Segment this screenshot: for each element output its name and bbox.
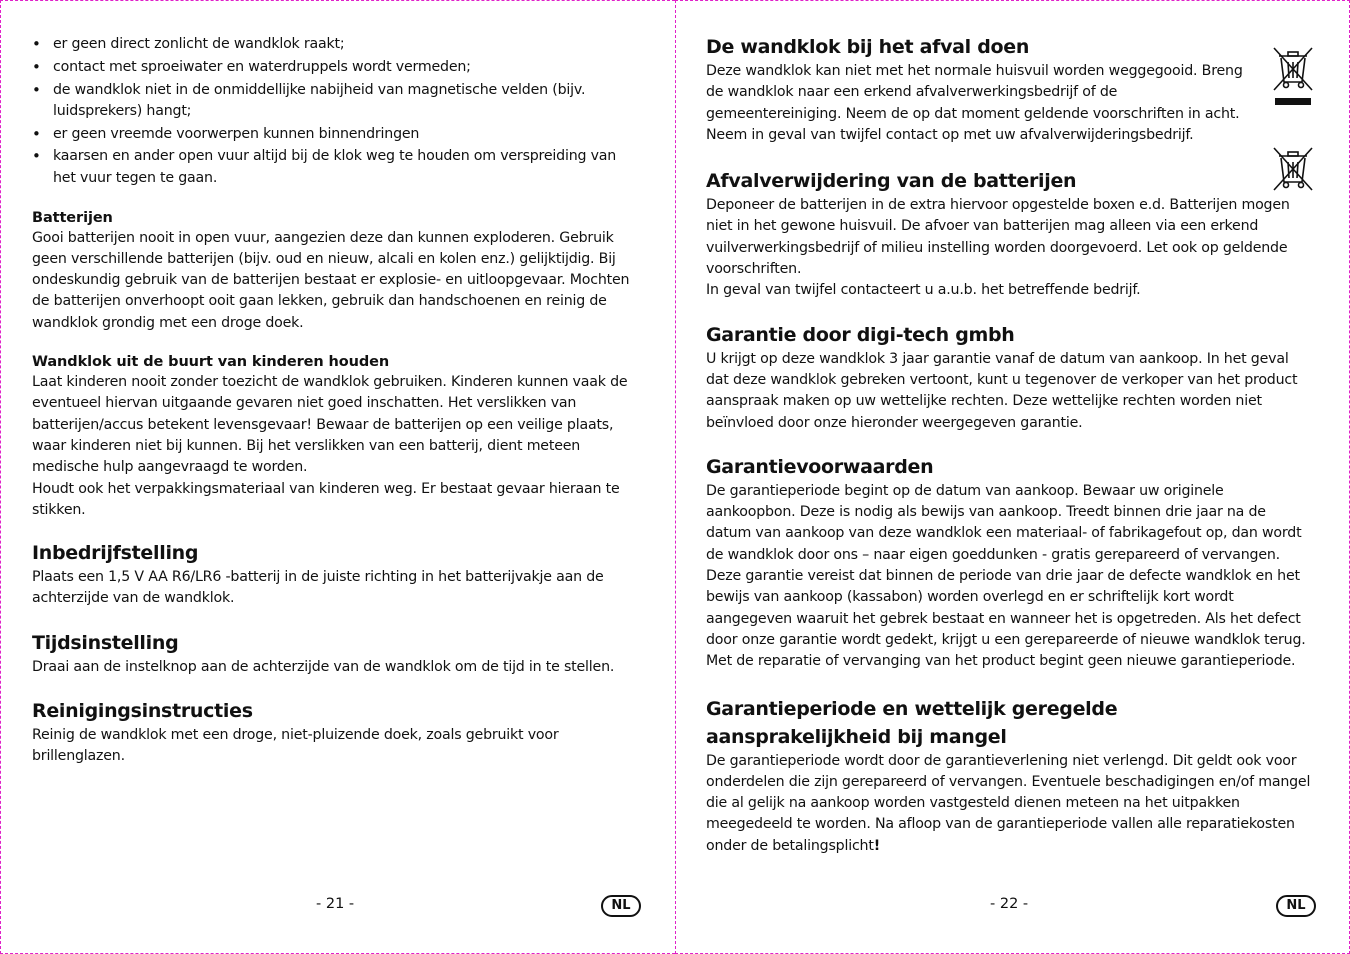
- garantievoorwaarden-heading: Garantievoorwaarden: [706, 455, 934, 478]
- afval-text: Deze wandklok kan niet met het normale huisvuil worden weggegooid. Breng de wandklok naar een erkend afvalverwerkingsbedrijf of de gemeentereiniging. Neem de op dat moment geldende voorschriften in acht.: [706, 63, 1243, 122]
- list-item: • contact met sproeiwater en waterdruppels wordt vermeden;: [32, 57, 642, 78]
- crossed-bin-icon: [1271, 46, 1315, 110]
- reinigingsinstructies-text: Reinig de wandklok met een droge, niet-pluizende doek, zoals gebruikt voor brillenglazen.: [32, 727, 559, 765]
- garantie-text: U krijgt op deze wandklok 3 jaar garantie vanaf de datum van aankoop. In het geval dat deze wandklok gebreken vertoont, kunt u tegenover de verkoper van het product aanspraak maken op uw wettelijke rechten. Deze wettelijke rechten worden niet beïnvloed door onze hieronder weergegeven garantie.: [706, 350, 1298, 431]
- exclamation-mark: !: [873, 837, 880, 854]
- kinderen-heading: Wandklok uit de buurt van kinderen houden: [32, 354, 390, 371]
- language-badge-right: NL: [1276, 895, 1316, 917]
- list-item: • er geen direct zonlicht de wandklok raakt;: [32, 34, 642, 55]
- kinderen-text-2: Houdt ook het verpakkingsmateriaal van kinderen weg. Er bestaat gevaar hieraan te stikken.: [32, 480, 620, 518]
- batterij-afval-text-2: In geval van twijfel contacteert u a.u.b. het betreffende bedrijf.: [706, 282, 1141, 299]
- afval-heading: De wandklok bij het afval doen: [706, 36, 1030, 58]
- tijdsinstelling-text: Draai aan de instelknop aan de achterzijde van de wandklok om de tijd in te stellen.: [32, 658, 615, 675]
- page-number-right: - 22 -: [990, 896, 1029, 912]
- language-badge-left: NL: [601, 895, 641, 917]
- inbedrijfstelling-text: Plaats een 1,5 V AA R6/LR6 -batterij in de juiste richting in het batterijvakje aan de achterzijde van de wandklok.: [32, 569, 604, 607]
- batterijen-heading: Batterijen: [32, 209, 113, 226]
- inbedrijfstelling-heading: Inbedrijfstelling: [32, 542, 199, 565]
- garantieperiode-text: [706, 751, 1314, 857]
- kinderen-text: Laat kinderen nooit zonder toezicht de wandklok gebruiken. Kinderen kunnen vaak de eventueel hiervan uitgaande gevaren niet goed inschatten. Het verslikken van batterijen/accus betekent levensgevaar! Bewaar de batterijen op een veilige plaats, waar kinderen niet bij kunnen. Bij het verslikken van een batterij, dient meteen medische hulp aangevraagd te worden.: [32, 374, 628, 476]
- crossed-bin-icon: [1271, 146, 1315, 192]
- garantieperiode-body: De garantieperiode wordt door de garantieverlening niet verlengd. Dit geldt ook voor onderdelen die zijn gerepareerd of vervangen. Eventuele beschadigingen en/of mangel die al gelijk na aankoop worden vastgesteld dienen meteen na het uitpakken meegedeeld te worden. Na afloop van de garantieperiode vallen alle reparatiekosten onder de betalingsplicht: [706, 752, 1311, 854]
- list-item: • kaarsen en ander open vuur altijd bij de klok weg te houden om verspreiding van het vuur tegen te gaan.: [32, 146, 642, 189]
- page-number-left: - 21 -: [316, 896, 355, 912]
- garantievoorwaarden-text: De garantieperiode begint op de datum van aankoop. Bewaar uw originele aankoopbon. Deze is nodig als bewijs van aankoop. Treedt binnen drie jaar na de datum van aankoop van deze wandklok een materiaal- of fabrikagefout op, dan wordt de wandklok door ons – naar eigen goeddunken - gratis gerepareerd of vervangen. Deze garantie vereist dat binnen de periode van drie jaar de defecte wandklok en het bewijs van aankoop (kassabon) worden overlegd en er schriftelijk kort wordt aangegeven waaruit het gebrek bestaat en wanneer het is opgetreden. Als het defect door onze garantie wordt gedekt, krijgt u een gerepareerde of nieuwe wandklok terug. Met de reparatie of vervanging van het product begint geen nieuwe garantieperiode.: [706, 482, 1306, 670]
- safety-bullet-list: [32, 34, 642, 189]
- list-item: • de wandklok niet in de onmiddellijke nabijheid van magnetische velden (bijv. luidsprekers) hangt;: [32, 80, 642, 123]
- afval-text-2: Neem in geval van twijfel contact op met uw afvalverwijderingsbedrijf.: [706, 126, 1194, 143]
- garantie-heading: Garantie door digi-tech gmbh: [706, 323, 1015, 346]
- right-page-content: [706, 34, 1314, 857]
- batterij-afval-heading: Afvalverwijdering van de batterijen: [706, 170, 1077, 193]
- list-item: • er geen vreemde voorwerpen kunnen binnendringen: [32, 124, 642, 145]
- garantieperiode-heading: Garantieperiode en wettelijk geregelde aansprakelijkheid bij mangel: [706, 697, 1118, 748]
- batterijen-text: Gooi batterijen nooit in open vuur, aangezien deze dan kunnen exploderen. Gebruik geen verschillende batterijen (bijv. oud en nieuw, alcali en kolen enz.) gelijktijdig. Bij ondeskundig gebruik van de batterijen bestaat er explosie- en uitloopgevaar. Mochten de batterijen onverhoopt ooit gaan lekken, gebruik dan handschoenen en reinig de wandklok grondig met een droge doek.: [32, 229, 630, 331]
- tijdsinstelling-heading: Tijdsinstelling: [32, 631, 179, 654]
- reinigingsinstructies-heading: Reinigingsinstructies: [32, 700, 253, 723]
- batterij-afval-text: Deponeer de batterijen in de extra hiervoor opgestelde boxen e.d. Batterijen mogen niet in het gewone huisvuil. De afvoer van batterijen mag alleen via een erkend vuilverwerkingsbedrijf of milieu instelling worden doorgevoerd. Let ook op geldende voorschriften.: [706, 197, 1290, 278]
- left-page-content: [32, 34, 642, 768]
